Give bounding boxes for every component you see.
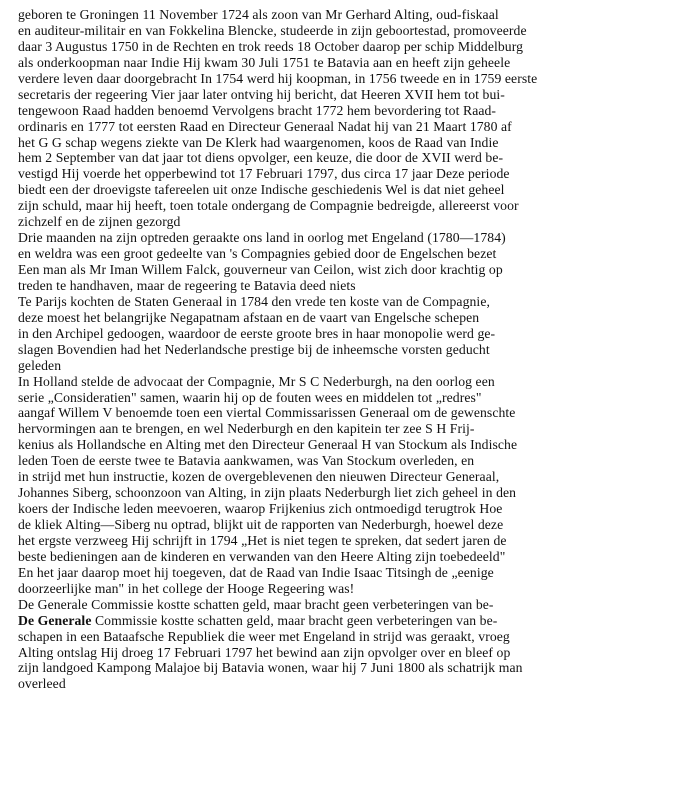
text-line: geleden: [18, 357, 62, 373]
text-line: deze moest het belangrijke Negapatnam afstaan en de vaart van Engelsche schepen: [18, 309, 480, 325]
text-line: aangaf Willem V benoemde toen een viertal Commissarissen Generaal om de gewenschte: [18, 405, 516, 421]
text-line: In Holland stelde de advocaat der Compagnie, Mr S C Nederburgh, na den oorlog een: [18, 373, 495, 389]
biography-text: [18, 7, 672, 708]
text-line: in den Archipel gedoogen, waardoor de eerste groote bres in haar monopolie werd ge-: [18, 325, 496, 341]
bold-term: De Generale: [18, 612, 92, 628]
text-line: overleed: [18, 676, 66, 692]
text-line: zijn schuld, maar hij heeft, toen totale ondergang de Compagnie bedreigde, allereerst voor: [18, 198, 519, 214]
text-line: zichzelf en de zijnen gezorgd: [18, 214, 181, 230]
text-line: Drie maanden na zijn optreden geraakte ons land in oorlog met Engeland (1780—1784): [18, 230, 506, 246]
text-line: doorzeerlijke man" in het college der Hooge Regeering was!: [18, 580, 355, 596]
text-line: en weldra was een groot gedeelte van 's Compagnies gebied door de Engelschen bezet: [18, 246, 497, 262]
text-line: biedt een der droevigste tafereelen uit onze Indische geschiedenis Wel is dat niet geheel: [18, 182, 505, 198]
text-line: hervormingen aan te brengen, en wel Nederburgh en den kapitein ter zee S H Frij-: [18, 421, 475, 437]
text-line: [18, 692, 672, 708]
text-line: Te Parijs kochten de Staten Generaal in 1784 den vrede ten koste van de Compagnie,: [18, 293, 490, 309]
section-start-line: [18, 613, 672, 629]
text-line: zijn landgoed Kampong Malajoe bij Batavia wonen, waar hij 7 Juni 1800 als schatrijk man: [18, 660, 523, 676]
text-line: de kliek Alting—Siberg nu optrad, blijkt uit de rapporten van Nederburgh, hoewel deze: [18, 517, 504, 532]
text-line: het ergste verzweeg Hij schrijft in 1794 „Het is niet tegen te spreken, dat sedert jaren de: [18, 532, 507, 548]
text-line: Johannes Siberg, schoonzoon van Alting, in zijn plaats Nederburgh liet zich geheel in den: [18, 485, 517, 501]
text-line: als onderkoopman naar Indie Hij kwam 30 Juli 1751 te Batavia aan en heeft zijn geheele: [18, 54, 511, 70]
text-line: De Generale Commissie kostte schatten geld, maar bracht geen verbeteringen van be-: [18, 596, 494, 612]
text-line: En het jaar daarop moet hij toegeven, dat de Raad van Indie Isaac Titsingh de „eenige: [18, 564, 494, 580]
text-line: koers der Indische leden meevoeren, waarop Frijkenius zich ontmoedigd terugtrok Hoe: [18, 501, 503, 517]
text-line: en auditeur-militair en van Fokkelina Blencke, studeerde in zijn geboortestad, promoveerde: [18, 22, 527, 38]
text-line: kenius als Hollandsche en Alting met den Directeur Generaal H van Stockum als Indische: [18, 437, 518, 453]
text-line: verdere leven daar doorgebracht In 1754 werd hij koopman, in 1756 tweede en in 1759 eerste: [18, 70, 538, 86]
text-line: ordinaris en 1777 tot eersten Raad en Directeur Generaal Nadat hij van 21 Maart 1780 af: [18, 118, 512, 134]
text-line: tengewoon Raad hadden benoemd Vervolgens bracht 1772 hem bevordering tot Raad-: [18, 102, 497, 118]
text-line: beste bedieningen aan de kinderen en verwanden van den Heere Alting zijn toebedeeld": [18, 548, 506, 564]
text-line: serie „Consideratien" samen, waarin hij op de fouten wees en middelen tot „redres": [18, 389, 482, 405]
text-line: treden te handhaven, maar de regeering te Batavia deed niets: [18, 277, 356, 293]
text-line: secretaris der regeering Vier jaar later ontving hij bericht, dat Heeren XVII hem tot bui-: [18, 86, 505, 102]
text-line: Alting ontslag Hij droeg 17 Februari 1797 het bewind aan zijn opvolger over en bleef op: [18, 644, 511, 660]
text-line: het G G schap wegens ziekte van De Klerk had waargenomen, koos de Raad van Indie: [18, 134, 499, 150]
text-line: leden Toen de eerste twee te Batavia aankwamen, was Van Stockum overleden, en: [18, 453, 475, 469]
text-line: in strijd met hun instructie, kozen de overgeblevenen den nieuwen Directeur Generaal,: [18, 469, 500, 485]
text-line: slagen Bovendien had het Nederlandsche prestige bij de inheemsche vorsten geducht: [18, 341, 490, 357]
text-line: schapen in een Bataafsche Republiek die weer met Engeland in strijd was geraakt, vroeg: [18, 628, 510, 644]
line-continuation: Commissie kostte schatten geld, maar bracht geen verbeteringen van be-: [91, 612, 498, 628]
text-line: daar 3 Augustus 1750 in de Rechten en trok reeds 18 October daarop per schip Middelburg: [18, 38, 524, 54]
text-line: hem 2 September van dat jaar tot diens opvolger, een keuze, die door de XVII werd be-: [18, 150, 504, 166]
text-line: vestigd Hij voerde het opperbewind tot 17 Februari 1797, dus circa 17 jaar Deze periode: [18, 166, 510, 182]
text-line: geboren te Groningen 11 November 1724 als zoon van Mr Gerhard Alting, oud-fiskaal: [18, 7, 499, 22]
text-line: Een man als Mr Iman Willem Falck, gouverneur van Ceilon, wist zich door krachtig op: [18, 262, 503, 277]
